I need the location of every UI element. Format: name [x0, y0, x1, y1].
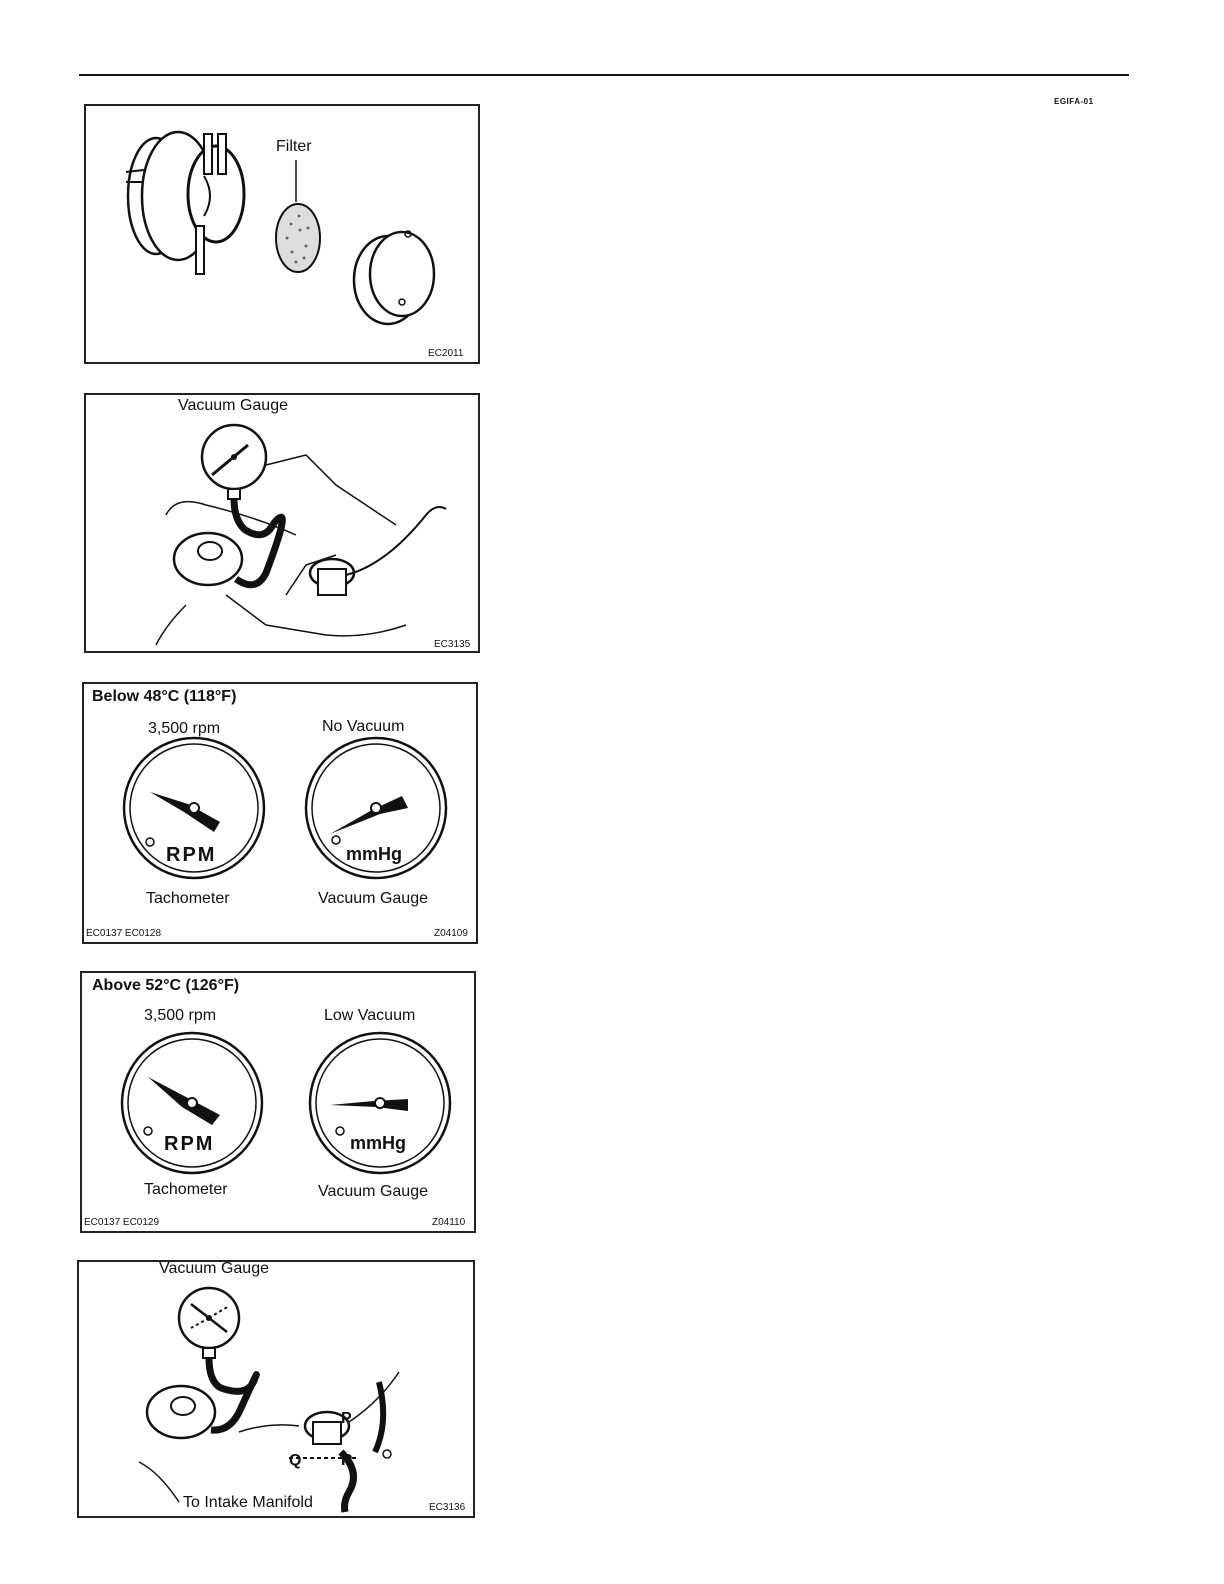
vacuum-gauge-label: Vacuum Gauge — [159, 1260, 269, 1277]
rpm-unit: RPM — [164, 1133, 215, 1155]
vacuum-reading: Low Vacuum — [324, 1007, 416, 1024]
engine-illustration — [86, 395, 478, 651]
rpm-reading: 3,500 rpm — [148, 720, 221, 737]
tachometer-label: Tachometer — [144, 1181, 228, 1198]
condition-title: Below 48°C (118°F) — [92, 688, 237, 705]
intake-manifold-label: To Intake Manifold — [183, 1494, 313, 1511]
header-rule — [79, 74, 1129, 76]
figure-below-temp-gauges — [82, 682, 478, 944]
port-q-label: Q — [289, 1452, 302, 1469]
figure-code: EC3136 — [429, 1502, 466, 1513]
figure-code: EC3135 — [434, 639, 471, 650]
figure-code-left: EC0137 EC0129 — [84, 1217, 160, 1228]
mmhg-unit: mmHg — [350, 1133, 407, 1153]
vacuum-gauge-label: Vacuum Gauge — [178, 397, 288, 414]
rpm-unit: RPM — [166, 844, 217, 866]
condition-title: Above 52°C (126°F) — [92, 977, 240, 994]
mmhg-unit: mmHg — [346, 844, 403, 864]
document-id: EGIFA-01 — [1054, 97, 1094, 106]
figure-vacuum-gauge-install — [84, 393, 480, 653]
figure-vacuum-ports — [77, 1260, 475, 1518]
vacuum-gauge-label: Vacuum Gauge — [318, 1183, 428, 1200]
engine-ports-illustration — [79, 1262, 473, 1516]
figure-code-right: Z04109 — [434, 928, 468, 939]
vacuum-gauge-label: Vacuum Gauge — [318, 890, 428, 907]
port-r-label: R — [341, 1452, 353, 1469]
figure-code-right: Z04110 — [432, 1217, 466, 1228]
figure-code-left: EC0137 EC0128 — [86, 928, 162, 939]
rpm-reading: 3,500 rpm — [144, 1007, 217, 1024]
figure-code: EC2011 — [428, 348, 464, 359]
figure-modulator-filter — [84, 104, 480, 364]
tachometer-label: Tachometer — [146, 890, 230, 907]
vacuum-reading: No Vacuum — [322, 718, 405, 735]
figure-above-temp-gauges — [80, 971, 476, 1233]
port-p-label: P — [341, 1410, 352, 1427]
filter-label: Filter — [276, 138, 312, 155]
